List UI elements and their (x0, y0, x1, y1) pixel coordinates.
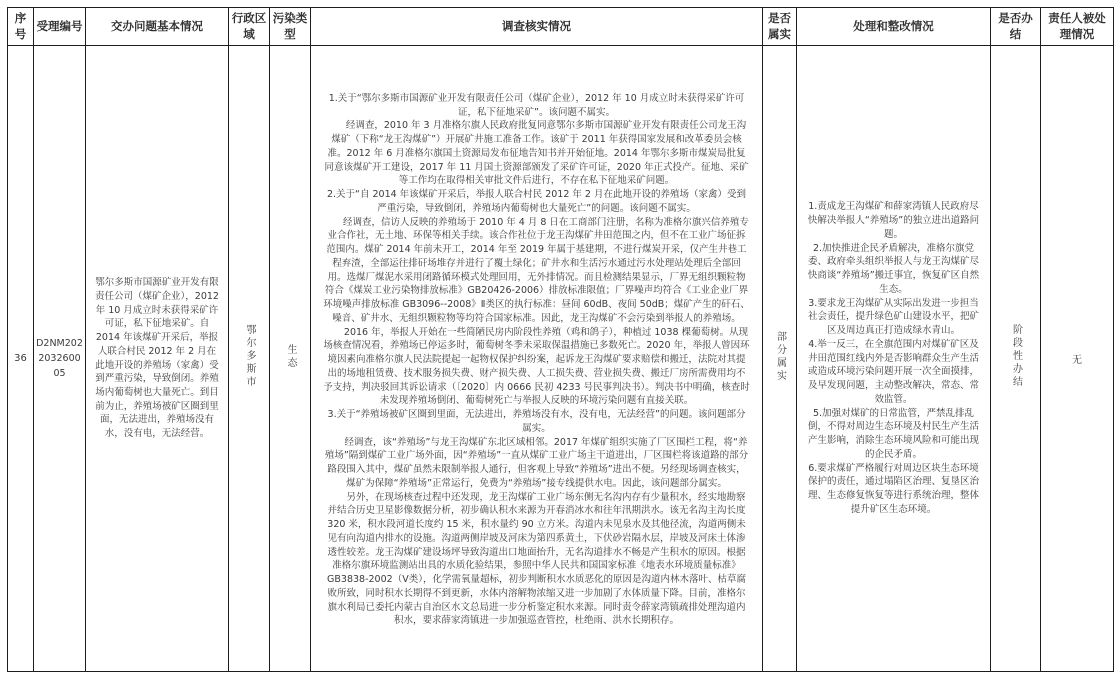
col-header-region: 行政区域 (229, 8, 270, 46)
investigation-paragraph: 另外，在现场核查过程中还发现，龙王沟煤矿工业广场东侧无名沟内存有少量积水，经实地勘察并结合历史卫星影像数据分析，初步确认积水来源为开春消冰水和往年汛期洪水。该无名沟主沟长度 320 米，积水段河道长度约 15 米，积水量约 90 立方米。沟道内未见泉水及其他径流，沟道两侧未见有向沟道内排水的设施。沟道两侧岸坡及河床为第四系黄土，下伏砂岩隔水层，岸坡及河床土体渗透性较差。龙王沟煤矿建设场坪导致沟道出口地面抬升，无名沟道排水不畅是产生积水的原因。根据准格尔旗环境监测站出具的水质化验结果，参照中华人民共和国国家标准《地表水环境质量标准》GB3838-2002（Ⅴ类），化学需氧量超标，初步判断积水水质恶化的原因是沟道内林木落叶、枯草腐败所致，同时积水长期得不到更新，水体内溶解物浓缩又进一步加剧了水体质量下降。目前，准格尔旗水利局已委托内蒙古自治区水文总局进一步分析鉴定积水来源。同时责令薛家湾镇疏排处理沟道内积水，要求薛家湾镇进一步加强巡查管控，杜绝雨、洪水长期积存。 (327, 491, 746, 627)
col-header-status: 是否办结 (991, 8, 1041, 46)
cell-status (991, 46, 1041, 672)
cell-handling (797, 46, 991, 672)
investigation-paragraph: 2016 年，举报人开始在一些简陋民房内阶段性养殖（鸡和鸽子），种植过 1038 棵葡萄树。从现场核查情况看，养殖场已停运多时，葡萄树冬季未采取保温措施已多数死亡。2020 年，举报人曾因环境因素向准格尔旗人民法院提起一起物权保护纠纷案，起诉龙王沟煤矿要求赔偿和搬迁，法院对其提出的场地租赁费、技术服务损失费、财产损失费、人工损失费、营业损失费、搬迁厂房所需费用均不予支持，判决驳回其诉讼请求（〔2020〕内 0666 民初 4233 号民事判决书）。判决书中明确，核查时未发现养殖场倒闭、葡萄树死亡与举报人反映的环境污染问题有直接关联。 (323, 326, 750, 407)
handling-item: 5.加强对煤矿的日常监管，严禁乱排乱倒，不得对周边生态环境及村民生产生活产生影响，消除生态环境风险和可能出现的企民矛盾。 (807, 407, 979, 460)
handling-item: 2.加快推进企民矛盾解决，准格尔旗党委、政府牵头组织举报人与龙王沟煤矿尽快商谈“养殖场”搬迁事宜，恢复矿区自然生态。 (807, 242, 980, 295)
region-text: 鄂尔多斯市 (244, 324, 255, 390)
investigation-paragraph: 2.关于“自 2014 年该煤矿开采后，举报人联合村民 2012 年 2 月在此地开设的养殖场（家禽）受到严重污染，导致倒闭，养殖场内葡萄树也大量死亡”的问题。该问题不属实。 (326, 189, 746, 214)
cell-responsible: 无 (1041, 46, 1114, 672)
handling-item: 4.举一反三，在全旗范围内对煤矿矿区及井田范围红线内外是否影响群众生产生活或造成环境污染问题开展一次全面摸排，及早发现问题，主动整改解决，常态、常效监管。 (807, 338, 979, 405)
pollution-type-text: 生态 (285, 343, 296, 370)
handling-item: 3.要求龙王沟煤矿从实际出发进一步担当社会责任，提升绿色矿山建设水平，把矿区及周边真正打造成绿水青山。 (807, 297, 979, 337)
col-header-verified: 是否属实 (763, 8, 797, 46)
handling-item: 6.要求煤矿严格履行对周边区块生态环境保护的责任，通过塌陷区治理、复垦区治理、生态修复恢复等进行系统治理，整体提升矿区生态环境。 (807, 462, 979, 515)
col-header-responsible: 责任人被处理情况 (1041, 8, 1114, 46)
verified-text: 部分属实 (774, 330, 786, 383)
col-header-investigation: 调查核实情况 (311, 8, 763, 46)
cell-pollution-type (270, 46, 311, 672)
col-header-pollution-type: 污染类型 (270, 8, 311, 46)
header-row (8, 8, 1114, 46)
cell-region (229, 46, 270, 672)
cell-seq: 36 (8, 46, 34, 672)
handling-item: 1.责成龙王沟煤矿和薛家湾镇人民政府尽快解决举报人“养殖场”的独立进出道路问题。 (807, 201, 980, 240)
cell-verified (763, 46, 797, 672)
cell-problem (86, 46, 229, 672)
col-header-case-no: 受理编号 (34, 8, 86, 46)
investigation-paragraph: 经调查，2010 年 3 月准格尔旗人民政府批复同意鄂尔多斯市国源矿业开发有限责任公司龙王沟煤矿（下称“龙王沟煤矿”）开展矿井施工准备工作。该矿于 2011 年获得国家发展和改革委员会核准。2012 年 6 月准格尔旗国土资源局发布征地告知书并开始征地。2014 年鄂尔多斯市煤炭局批复同意该煤矿开工建设，2017 年 11 月国土资源部颁发了采矿许可证，2020 年正式投产。征地、采矿等工作均在取得相关审批文件后进行，不存在私下征地采矿问题。 (324, 120, 749, 187)
cell-investigation (311, 46, 763, 672)
cell-case-no: D2NM202 2032600 05 (34, 46, 86, 672)
problem-text: 鄂尔多斯市国源矿业开发有限责任公司（煤矿企业），2012 年 10 月成立时未获得采矿许可证，私下征地采矿。自 2014 年该煤矿开采后，举报人联合村民 2012 年 2 月在此地开设的养殖场（家禽）受到严重污染，导致倒闭。养殖场内葡萄树也大量死亡。到目前为止，养殖场被矿区圈到里面，无法进出，养殖场没有水，没有电，无法经营。 (95, 277, 219, 440)
col-header-handling: 处理和整改情况 (797, 8, 991, 46)
table-row (8, 46, 1114, 672)
col-header-seq: 序号 (8, 8, 34, 46)
col-header-problem: 交办问题基本情况 (86, 8, 229, 46)
investigation-paragraph: 经调查，该“养殖场”与龙王沟煤矿东北区域相邻。2017 年煤矿组织实施了厂区围栏工程，将“养殖场”隔到煤矿工业广场外面，因“养殖场”一直从煤矿工业广场主干道进出，厂区围栏将该道路的部分路段围入其中，煤矿虽然未限制举报人通行，但客观上导致“养殖场”进出不便。另经现场调查核实，煤矿为保障“养殖场”正常运行，免费为“养殖场”接专线提供水电。因此，该问题部分属实。 (324, 436, 749, 489)
complaint-handling-table (7, 7, 1114, 672)
status-text: 阶段性办结 (1010, 324, 1022, 390)
investigation-paragraph: 3.关于“养殖场被矿区圈到里面，无法进出，养殖场没有水，没有电，无法经营”的问题。该问题部分属实。 (327, 409, 746, 434)
investigation-paragraph: 1.关于“鄂尔多斯市国源矿业开发有限责任公司（煤矿企业），2012 年 10 月成立时未获得采矿许可证，私下征地采矿”。该问题不属实。 (328, 92, 745, 118)
investigation-paragraph: 经调查，信访人反映的养殖场于 2010 年 4 月 8 日在工商部门注册，名称为准格尔旗兴信养殖专业合作社，无土地、环保等相关手续。该合作社位于龙王沟煤矿井田范围之内，但不在工业广场征拆范围内。煤矿 2014 年前未开工，2014 年至 2019 年属于基建期，不进行煤炭开采，仅产生井巷工程弃渣，全部运往排矸场堆存并进行了覆土绿化；矿井水和生活污水通过污水处理站处理后全部回用。选煤厂煤泥水采用闭路循环模式处理回用，无外排情况。而且检测结果显示，厂界无组织颗粒物符合《煤炭工业污染物排放标准》GB20426-2006）排放标准限值；厂界噪声均符合《工业企业厂界环境噪声排放标准 GB3096--2008》Ⅱ类区的执行标准：昼间 60dB、夜间 50dB；煤矿产生的矸石、噪音、矿井水、无组织颗粒物等均符合国家标准。因此，龙王沟煤矿不会污染到举报人的养殖场。 (323, 216, 750, 324)
